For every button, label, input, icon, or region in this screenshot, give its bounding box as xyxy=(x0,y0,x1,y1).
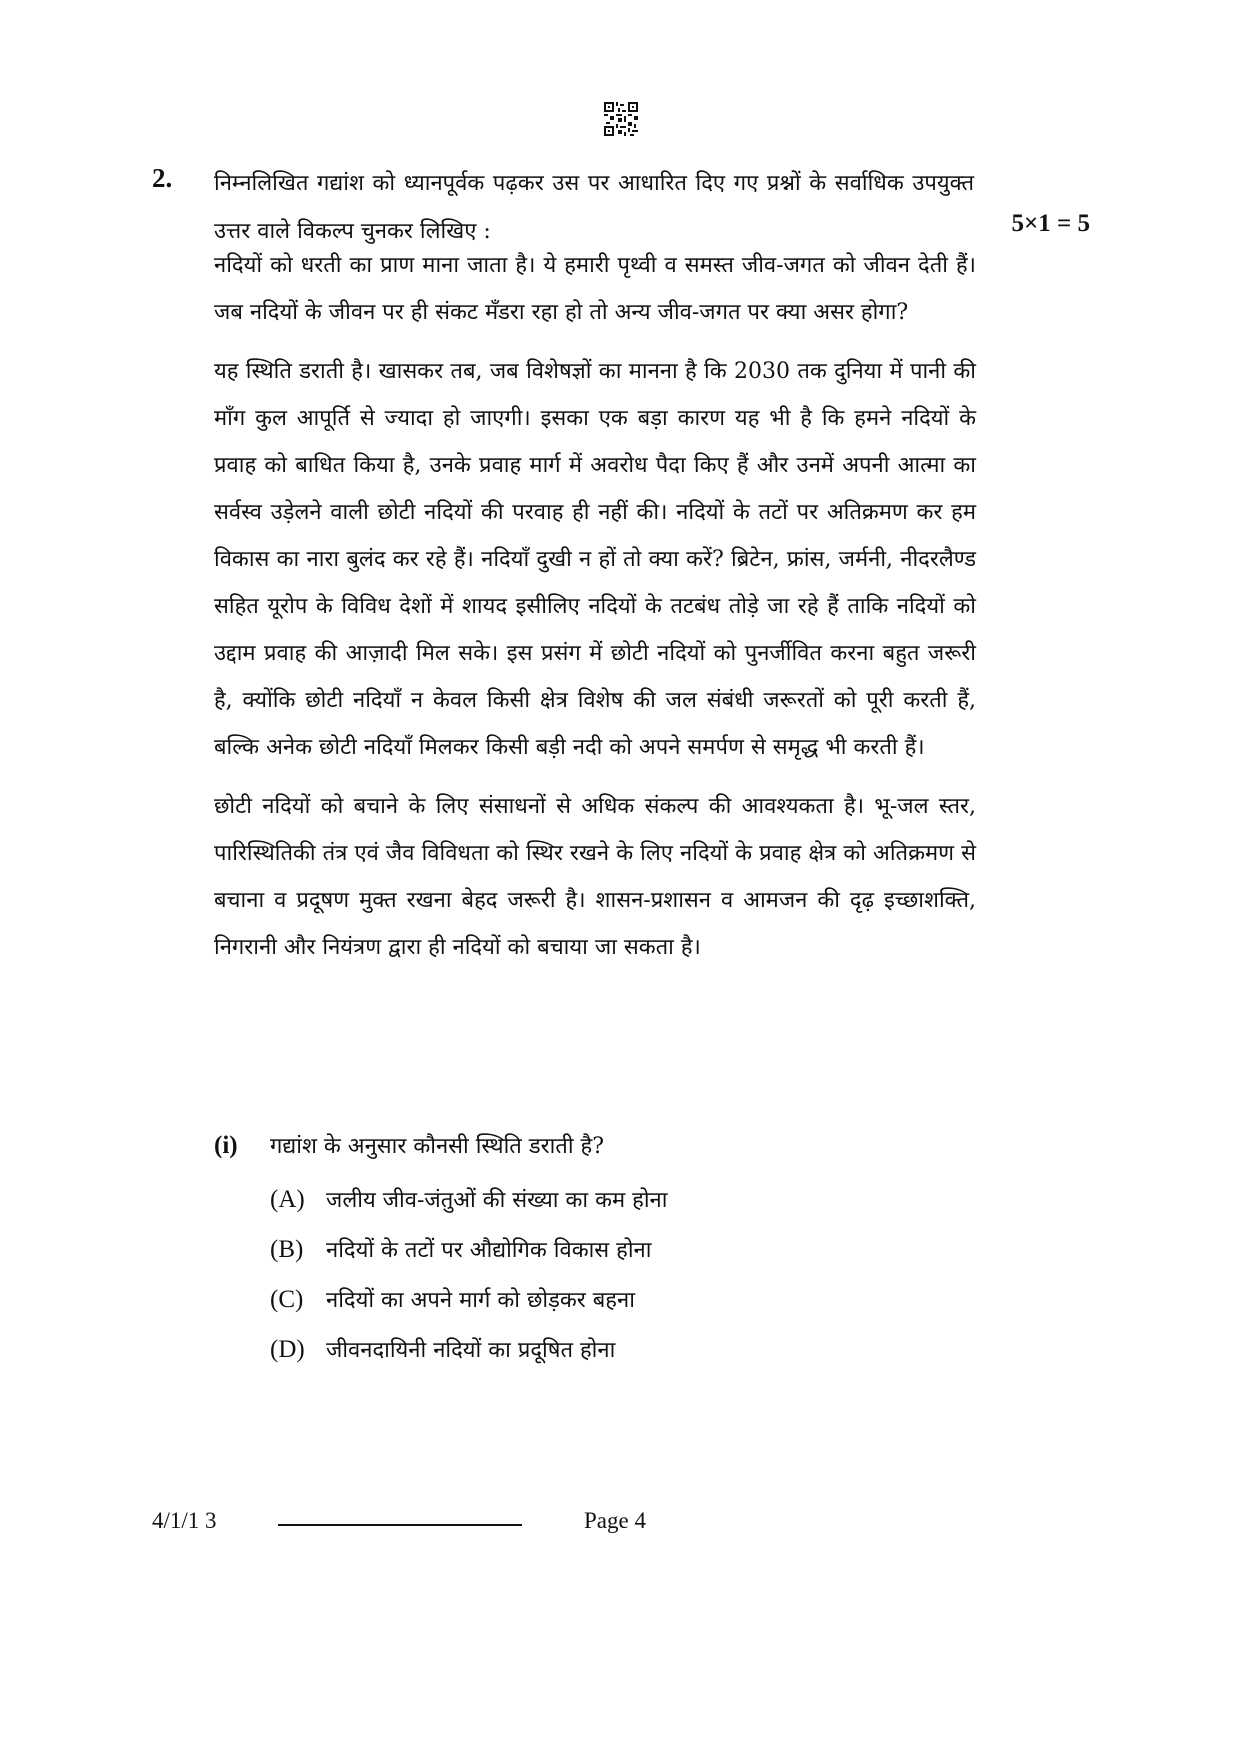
option-label: (C) xyxy=(270,1286,304,1313)
option-d xyxy=(270,1325,974,1375)
sub-question-label: (i) xyxy=(214,1132,238,1159)
option-text: जीवनदायिनी नदियों का प्रदूषित होना xyxy=(326,1338,616,1363)
option-label: (D) xyxy=(270,1336,305,1363)
option-label: (A) xyxy=(270,1186,305,1213)
passage-paragraph-3: छोटी नदियों को बचाने के लिए संसाधनों से अधिक संकल्प की आवश्यकता है। भू-जल स्तर, पारिस्थितिकी तंत्र एवं जैव विविधता को स्थिर रखने के लिए नदियों के प्रवाह क्षेत्र को अतिक्रमण से बचाना व प्रदूषण मुक्त रखना बेहद जरूरी है। शासन-प्रशासन व आमजन की दृढ़ इच्छाशक्ति, निगरानी और नियंत्रण द्वारा ही नदियों को बचाया जा सकता है। xyxy=(214,794,976,960)
footer-divider xyxy=(278,1524,522,1526)
paper-code: 4/1/1 3 xyxy=(152,1508,217,1533)
option-text: नदियों के तटों पर औद्योगिक विकास होना xyxy=(326,1238,652,1263)
reading-passage xyxy=(214,242,976,983)
option-b xyxy=(270,1225,974,1275)
page-number: Page 4 xyxy=(584,1508,646,1533)
option-c xyxy=(270,1275,974,1325)
qr-code-icon xyxy=(604,102,638,136)
passage-paragraph-2: यह स्थिति डराती है। खासकर तब, जब विशेषज्ञों का मानना है कि 2030 तक दुनिया में पानी की माँग कुल आपूर्ति से ज्यादा हो जाएगी। इसका एक बड़ा कारण यह भी है कि हमने नदियों के प्रवाह को बाधित किया है, उनके प्रवाह मार्ग में अवरोध पैदा किए हैं और उनमें अपनी आत्मा का सर्वस्व उड़ेलने वाली छोटी नदियों की परवाह ही नहीं की। नदियों के तटों पर अतिक्रमण कर हम विकास का नारा बुलंद कर रहे हैं। नदियाँ दुखी न हों तो क्या करें? ब्रिटेन, फ्रांस, जर्मनी, नीदरलैण्ड सहित यूरोप के विविध देशों में शायद इसीलिए नदियों के तटबंध तोड़े जा रहे हैं ताकि नदियों को उद्दाम प्रवाह की आज़ादी मिल सके। इस प्रसंग में छोटी नदियों को पुनर्जीवित करना बहुत जरूरी है, क्योंकि छोटी नदियाँ न केवल किसी क्षेत्र विशेष की जल संबंधी जरूरतों को पूरी करती हैं, बल्कि अनेक छोटी नदियाँ मिलकर किसी बड़ी नदी को अपने समर्पण से समृद्ध भी करती हैं। xyxy=(214,359,976,760)
sub-question-text: गद्यांश के अनुसार कौनसी स्थिति डराती है? xyxy=(270,1134,605,1159)
option-text: जलीय जीव-जंतुओं की संख्या का कम होना xyxy=(326,1188,668,1213)
marks-allocation: 5×1 = 5 xyxy=(1011,210,1090,237)
question-instruction: निम्नलिखित गद्यांश को ध्यानपूर्वक पढ़कर उस पर आधारित दिए गए प्रश्नों के सर्वाधिक उपयुक्त उत्तर वाले विकल्प चुनकर लिखिए : xyxy=(214,171,974,244)
option-label: (B) xyxy=(270,1236,304,1263)
sub-question-i xyxy=(214,1126,974,1375)
passage-paragraph-1: नदियों को धरती का प्राण माना जाता है। ये हमारी पृथ्वी व समस्त जीव-जगत को जीवन देती हैं। जब नदियों के जीवन पर ही संकट मँडरा रहा हो तो अन्य जीव-जगत पर क्या असर होगा? xyxy=(214,253,976,325)
question-number: 2. xyxy=(152,163,173,193)
option-a xyxy=(270,1175,974,1225)
option-list xyxy=(270,1175,974,1375)
option-text: नदियों का अपने मार्ग को छोड़कर बहना xyxy=(326,1288,635,1313)
